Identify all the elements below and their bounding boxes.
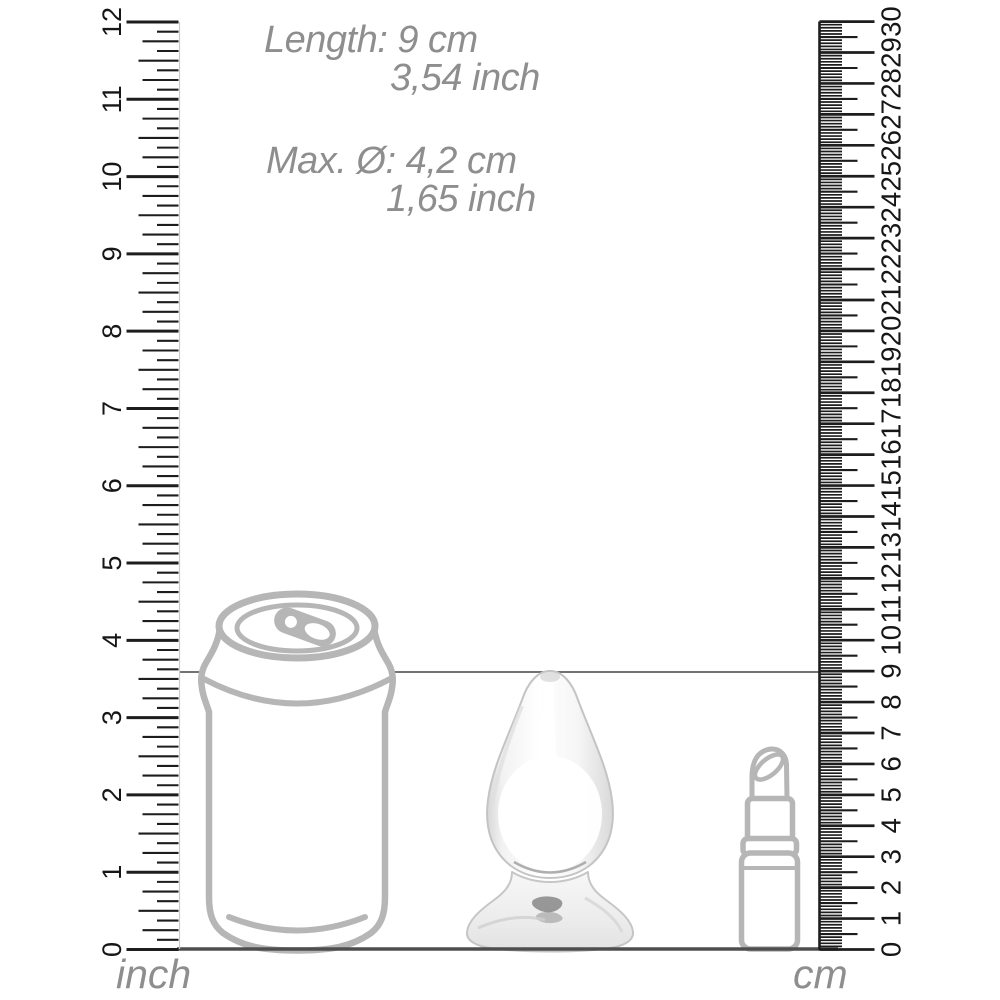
ruler-tick-label: 2 [97, 787, 127, 803]
inch-unit-label: inch [116, 951, 192, 997]
ruler-tick-label: 12 [97, 6, 127, 38]
ruler-tick-label: 22 [875, 253, 907, 285]
ruler-tick-label: 29 [875, 37, 907, 68]
ruler-tick-label: 16 [875, 439, 907, 470]
ruler-tick-label: 0 [97, 941, 127, 958]
plug-tip-shadow [540, 672, 560, 682]
ruler-tick-label: 15 [875, 470, 907, 501]
diameter-label-metric: Max. Ø: 4,2 cm [266, 140, 517, 182]
clear-glass-plug [467, 671, 633, 952]
diameter-label-imperial: 1,65 inch [386, 178, 536, 220]
inch-ruler [97, 7, 179, 957]
ruler-tick-label: 14 [875, 501, 907, 532]
ruler-tick-label: 7 [875, 725, 907, 741]
ruler-tick-label: 10 [97, 161, 127, 192]
lipstick-outline [742, 749, 798, 949]
ruler-tick-label: 0 [875, 941, 907, 958]
ruler-tick-label: 25 [875, 160, 907, 192]
ruler-tick-label: 26 [875, 130, 907, 161]
ruler-tick-label: 23 [875, 222, 907, 254]
length-label-metric: Length: 9 cm [264, 19, 478, 61]
soda-can-outline [201, 594, 393, 951]
ruler-tick-label: 3 [97, 710, 127, 726]
ruler-tick-label: 20 [875, 315, 907, 347]
ruler-tick-label: 13 [875, 532, 907, 563]
ruler-tick-label: 5 [97, 555, 127, 571]
length-label-imperial: 3,54 inch [390, 57, 540, 99]
ruler-tick-label: 18 [875, 377, 907, 409]
ruler-tick-label: 6 [875, 756, 907, 772]
can-silhouette [201, 628, 393, 951]
ruler-tick-label: 27 [875, 99, 907, 130]
ruler-tick-label: 17 [875, 408, 907, 439]
ruler-tick-label: 11 [97, 85, 127, 114]
ruler-tick-label: 24 [875, 191, 907, 223]
ruler-tick-label: 8 [875, 694, 907, 710]
lipstick-cup [748, 799, 793, 841]
ruler-tick-label: 9 [97, 246, 127, 262]
cm-ruler [820, 6, 907, 957]
ruler-tick-label: 21 [875, 284, 907, 316]
ruler-tick-label: 4 [97, 632, 127, 648]
ruler-tick-label: 5 [875, 787, 907, 803]
ruler-tick-label: 28 [875, 68, 907, 99]
ruler-tick-label: 30 [875, 6, 907, 37]
ruler-tick-label: 8 [97, 323, 127, 339]
ruler-tick-label: 9 [875, 663, 907, 679]
ruler-tick-label: 11 [875, 594, 907, 624]
ruler-tick-label: 1 [97, 864, 127, 880]
ruler-tick-label: 3 [875, 849, 907, 865]
ruler-tick-label: 4 [875, 818, 907, 834]
cm-unit-label: cm [793, 951, 848, 997]
ruler-tick-label: 6 [97, 478, 127, 494]
ruler-tick-label: 2 [875, 879, 907, 896]
ruler-tick-label: 10 [875, 624, 907, 656]
ruler-tick-label: 12 [875, 563, 907, 594]
ruler-tick-label: 1 [875, 910, 907, 927]
ruler-tick-label: 19 [875, 346, 907, 378]
ruler-tick-label: 7 [97, 400, 127, 416]
